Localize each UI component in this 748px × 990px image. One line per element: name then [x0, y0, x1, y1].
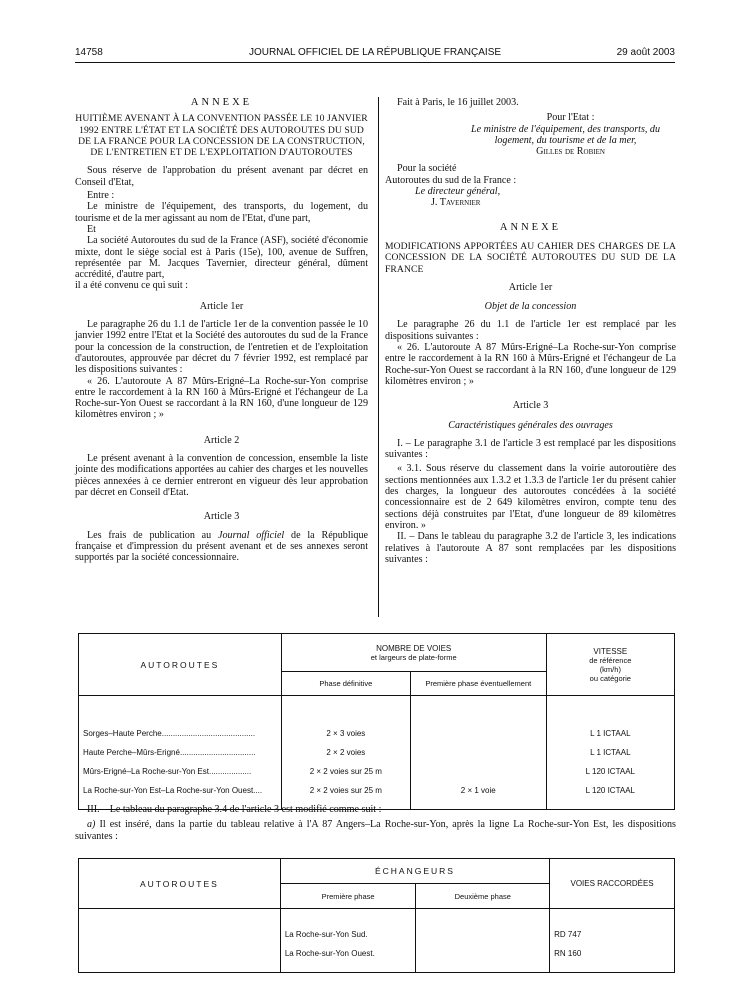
cell-premiere-phase — [410, 743, 546, 762]
signature-label: Autoroutes du sud de la France : — [385, 174, 517, 186]
cell-voies: RD 747 — [550, 925, 675, 944]
column-header: AUTOROUTES — [79, 634, 282, 696]
header-rule — [75, 62, 675, 63]
column-header: AUTOROUTES — [79, 859, 281, 909]
column-header: NOMBRE DE VOIES et largeurs de plate-forme — [281, 634, 546, 672]
table-row — [79, 743, 675, 762]
body-text — [75, 804, 676, 842]
cell-deuxieme-phase — [416, 925, 550, 944]
cell-deuxieme-phase — [416, 944, 550, 963]
column-header: Phase définitive — [281, 672, 410, 696]
left-column — [75, 97, 368, 563]
voies-table — [78, 633, 675, 810]
page-number: 14758 — [75, 47, 103, 58]
signature-label: Pour la société — [397, 163, 457, 175]
cell-vitesse: L 120 ICTAAL — [546, 781, 674, 800]
column-header: VOIES RACCORDÉES — [550, 859, 675, 909]
cell-premiere-phase: La Roche-sur-Yon Sud. — [280, 925, 416, 944]
page-header — [75, 47, 675, 61]
column-rule — [378, 97, 379, 617]
signature-label: Pour l'Etat : — [546, 112, 595, 124]
cell-autoroute: La Roche-sur-Yon Est–La Roche-sur-Yon Ouest.... — [79, 781, 282, 800]
right-column — [385, 97, 676, 565]
column-header: Deuxième phase — [416, 884, 550, 909]
signature-place-date: Fait à Paris, le 16 juillet 2003. — [397, 97, 519, 108]
cell-autoroute: Haute Perche–Mûrs-Erigné.................................. — [79, 743, 282, 762]
annexe-title: ANNEXE — [499, 221, 562, 233]
annexe-title: ANNEXE — [190, 97, 253, 108]
cell-phase-definitive: 2 × 2 voies — [281, 743, 410, 762]
cell-phase-definitive: 2 × 2 voies sur 25 m — [281, 781, 410, 800]
table-row — [79, 724, 675, 743]
article-title: Article 3 — [512, 400, 549, 412]
paragraph: Le présent avenant à la convention de concession, ensemble la liste jointe des modifications apportées au cahier des charges et les nouvelles pièces annexées à ce dernier entreront en vigueur dès leur approbation par décret en Conseil d'Etat. — [75, 453, 368, 498]
paragraph: « 3.1. Sous réserve du classement dans la voirie autoroutière des sections mentionnées aux 1.3.2 et 1.3.3 de l'article 1er du présent cahier des charges, la longueur des autoroutes concédées à la société concessionnaire est de 2 649 kilomètres environ, compte tenu des sections déjà construites par l'Etat, d'une longueur de 89 kilomètres environ. » — [385, 463, 676, 531]
issue-date: 29 août 2003 — [616, 47, 675, 58]
paragraph: I. – Le paragraphe 3.1 de l'article 3 est remplacé par les dispositions suivantes : — [385, 437, 676, 461]
cell-vitesse: L 1 ICTAAL — [546, 724, 674, 743]
signatory-title: Le directeur général, — [415, 186, 501, 198]
paragraph: Le paragraphe 26 du 1.1 de l'article 1er de la convention passée le 10 janvier 1992 entre l'Etat et la Société des autoroutes du sud de la France pour la concession de la construction, de l'entretien et de l'exploitation d'autoroutes, approuvée par décret du 7 février 1992, est remplacé par les dispositions suivantes : — [75, 319, 368, 376]
article-title: Article 1er — [508, 281, 553, 293]
paragraph: « 26. L'autoroute A 87 Mûrs-Erigné–La Roche-sur-Yon comprise entre le raccordement à la RN 160 à Mûrs-Erigné et l'échangeur de La Roche-sur-Yon Ouest se raccordant à la RN 160, d'une longueur de 129 kilomètres environ ; » — [75, 375, 368, 421]
column-header: Première phase — [280, 884, 416, 909]
column-header: ÉCHANGEURS — [280, 859, 549, 884]
paragraph: II. – Dans le tableau du paragraphe 3.2 de l'article 3, les indications relatives à l'autoroute A 87 sont remplacées par les dispositions suivantes : — [385, 531, 676, 565]
article-title: Article 2 — [203, 434, 240, 446]
paragraph: III. – Le tableau du paragraphe 3.4 de l'article 3 est modifié comme suit : — [87, 804, 382, 815]
cell-phase-definitive: 2 × 2 voies sur 25 m — [281, 762, 410, 781]
signatory-title: Le ministre de l'équipement, des transports, du logement, du tourisme et de la mer, — [470, 123, 661, 146]
avenant-heading: HUITIÈME AVENANT À LA CONVENTION PASSÉE LE 10 JANVIER 1992 ENTRE L'ÉTAT ET LA SOCIÉTÉ DES AUTOROUTES DU SUD DE LA FRANCE POUR LA CONCESSION DE LA CONSTRUCTION, DE L'ENTRETIEN ET DE L'EXPLOITATION D'AUTOROUTES — [75, 113, 368, 159]
journal-title: JOURNAL OFFICIEL DE LA RÉPUBLIQUE FRANÇAISE — [248, 47, 502, 58]
cell-autoroute: Sorges–Haute Perche.......................................... — [79, 724, 282, 743]
column-header: Première phase éventuellement — [410, 672, 546, 696]
cell-autoroute: Mûrs-Erigné–La Roche-sur-Yon Est................... — [79, 762, 282, 781]
paragraph: a) Il est inséré, dans la partie du tableau relative à l'A 87 Angers–La Roche-sur-Yon, après la ligne La Roche-sur-Yon Est, les dispositions suivantes : — [75, 819, 676, 842]
echangeurs-table — [78, 858, 675, 973]
table-row — [79, 762, 675, 781]
table-row — [79, 781, 675, 800]
paragraph: Les frais de publication au Journal officiel de la République française et d'impression du présent avenant et de ses annexes seront supportés par la société concessionnaire. — [75, 529, 368, 564]
annexe-heading: MODIFICATIONS APPORTÉES AU CAHIER DES CHARGES DE LA CONCESSION DE LA SOCIÉTÉ AUTOROUTES DU SUD DE LA FRANCE — [385, 240, 676, 275]
cell-vitesse: L 1 ICTAAL — [546, 743, 674, 762]
cell-vitesse: L 120 ICTAAL — [546, 762, 674, 781]
cell-premiere-phase — [410, 762, 546, 781]
signatory-name: J. Tavernier — [431, 197, 481, 209]
article-subtitle: Caractéristiques générales des ouvrages — [448, 419, 613, 431]
cell-voies: RN 160 — [550, 944, 675, 963]
cell-premiere-phase: 2 × 1 voie — [410, 781, 546, 800]
table-row — [79, 944, 675, 963]
cell-phase-definitive: 2 × 3 voies — [281, 724, 410, 743]
paragraph: il a été convenu ce qui suit : — [75, 280, 188, 292]
paragraph: Sous réserve de l'approbation du présent avenant par décret en Conseil d'Etat, — [75, 165, 368, 188]
article-title: Article 3 — [203, 511, 240, 523]
cell-premiere-phase: La Roche-sur-Yon Ouest. — [280, 944, 416, 963]
paragraph: Entre : — [87, 190, 115, 202]
cell-premiere-phase — [410, 724, 546, 743]
signatory-name: Gilles de Robien — [536, 146, 605, 158]
article-title: Article 1er — [199, 300, 244, 312]
table-row — [79, 925, 675, 944]
paragraph: Le ministre de l'équipement, des transports, du logement, du tourisme et de la mer agissant au nom de l'Etat, d'une part, — [75, 201, 368, 224]
paragraph: La société Autoroutes du sud de la France (ASF), société d'économie mixte, dont le siège social est à Paris (15e), 100, avenue de Suffren, représentée par M. Jacques Tavernier, directeur général, dûment accrédité, d'autre part, — [75, 235, 368, 281]
paragraph: Le paragraphe 26 du 1.1 de l'article 1er est remplacé par les dispositions suivantes : — [385, 319, 676, 342]
paragraph: Et — [87, 223, 96, 235]
column-header: VITESSE de référence (km/h) ou catégorie — [546, 634, 674, 696]
article-subtitle: Objet de la concession — [484, 301, 577, 313]
paragraph: « 26. L'autoroute A 87 Mûrs-Erigné–La Roche-sur-Yon comprise entre le raccordement à la RN 160 à Mûrs-Erigné et l'échangeur de La Roche-sur-Yon Ouest se raccordant à la RN 160, d'une longueur de 129 kilomètres environ ; » — [385, 342, 676, 387]
